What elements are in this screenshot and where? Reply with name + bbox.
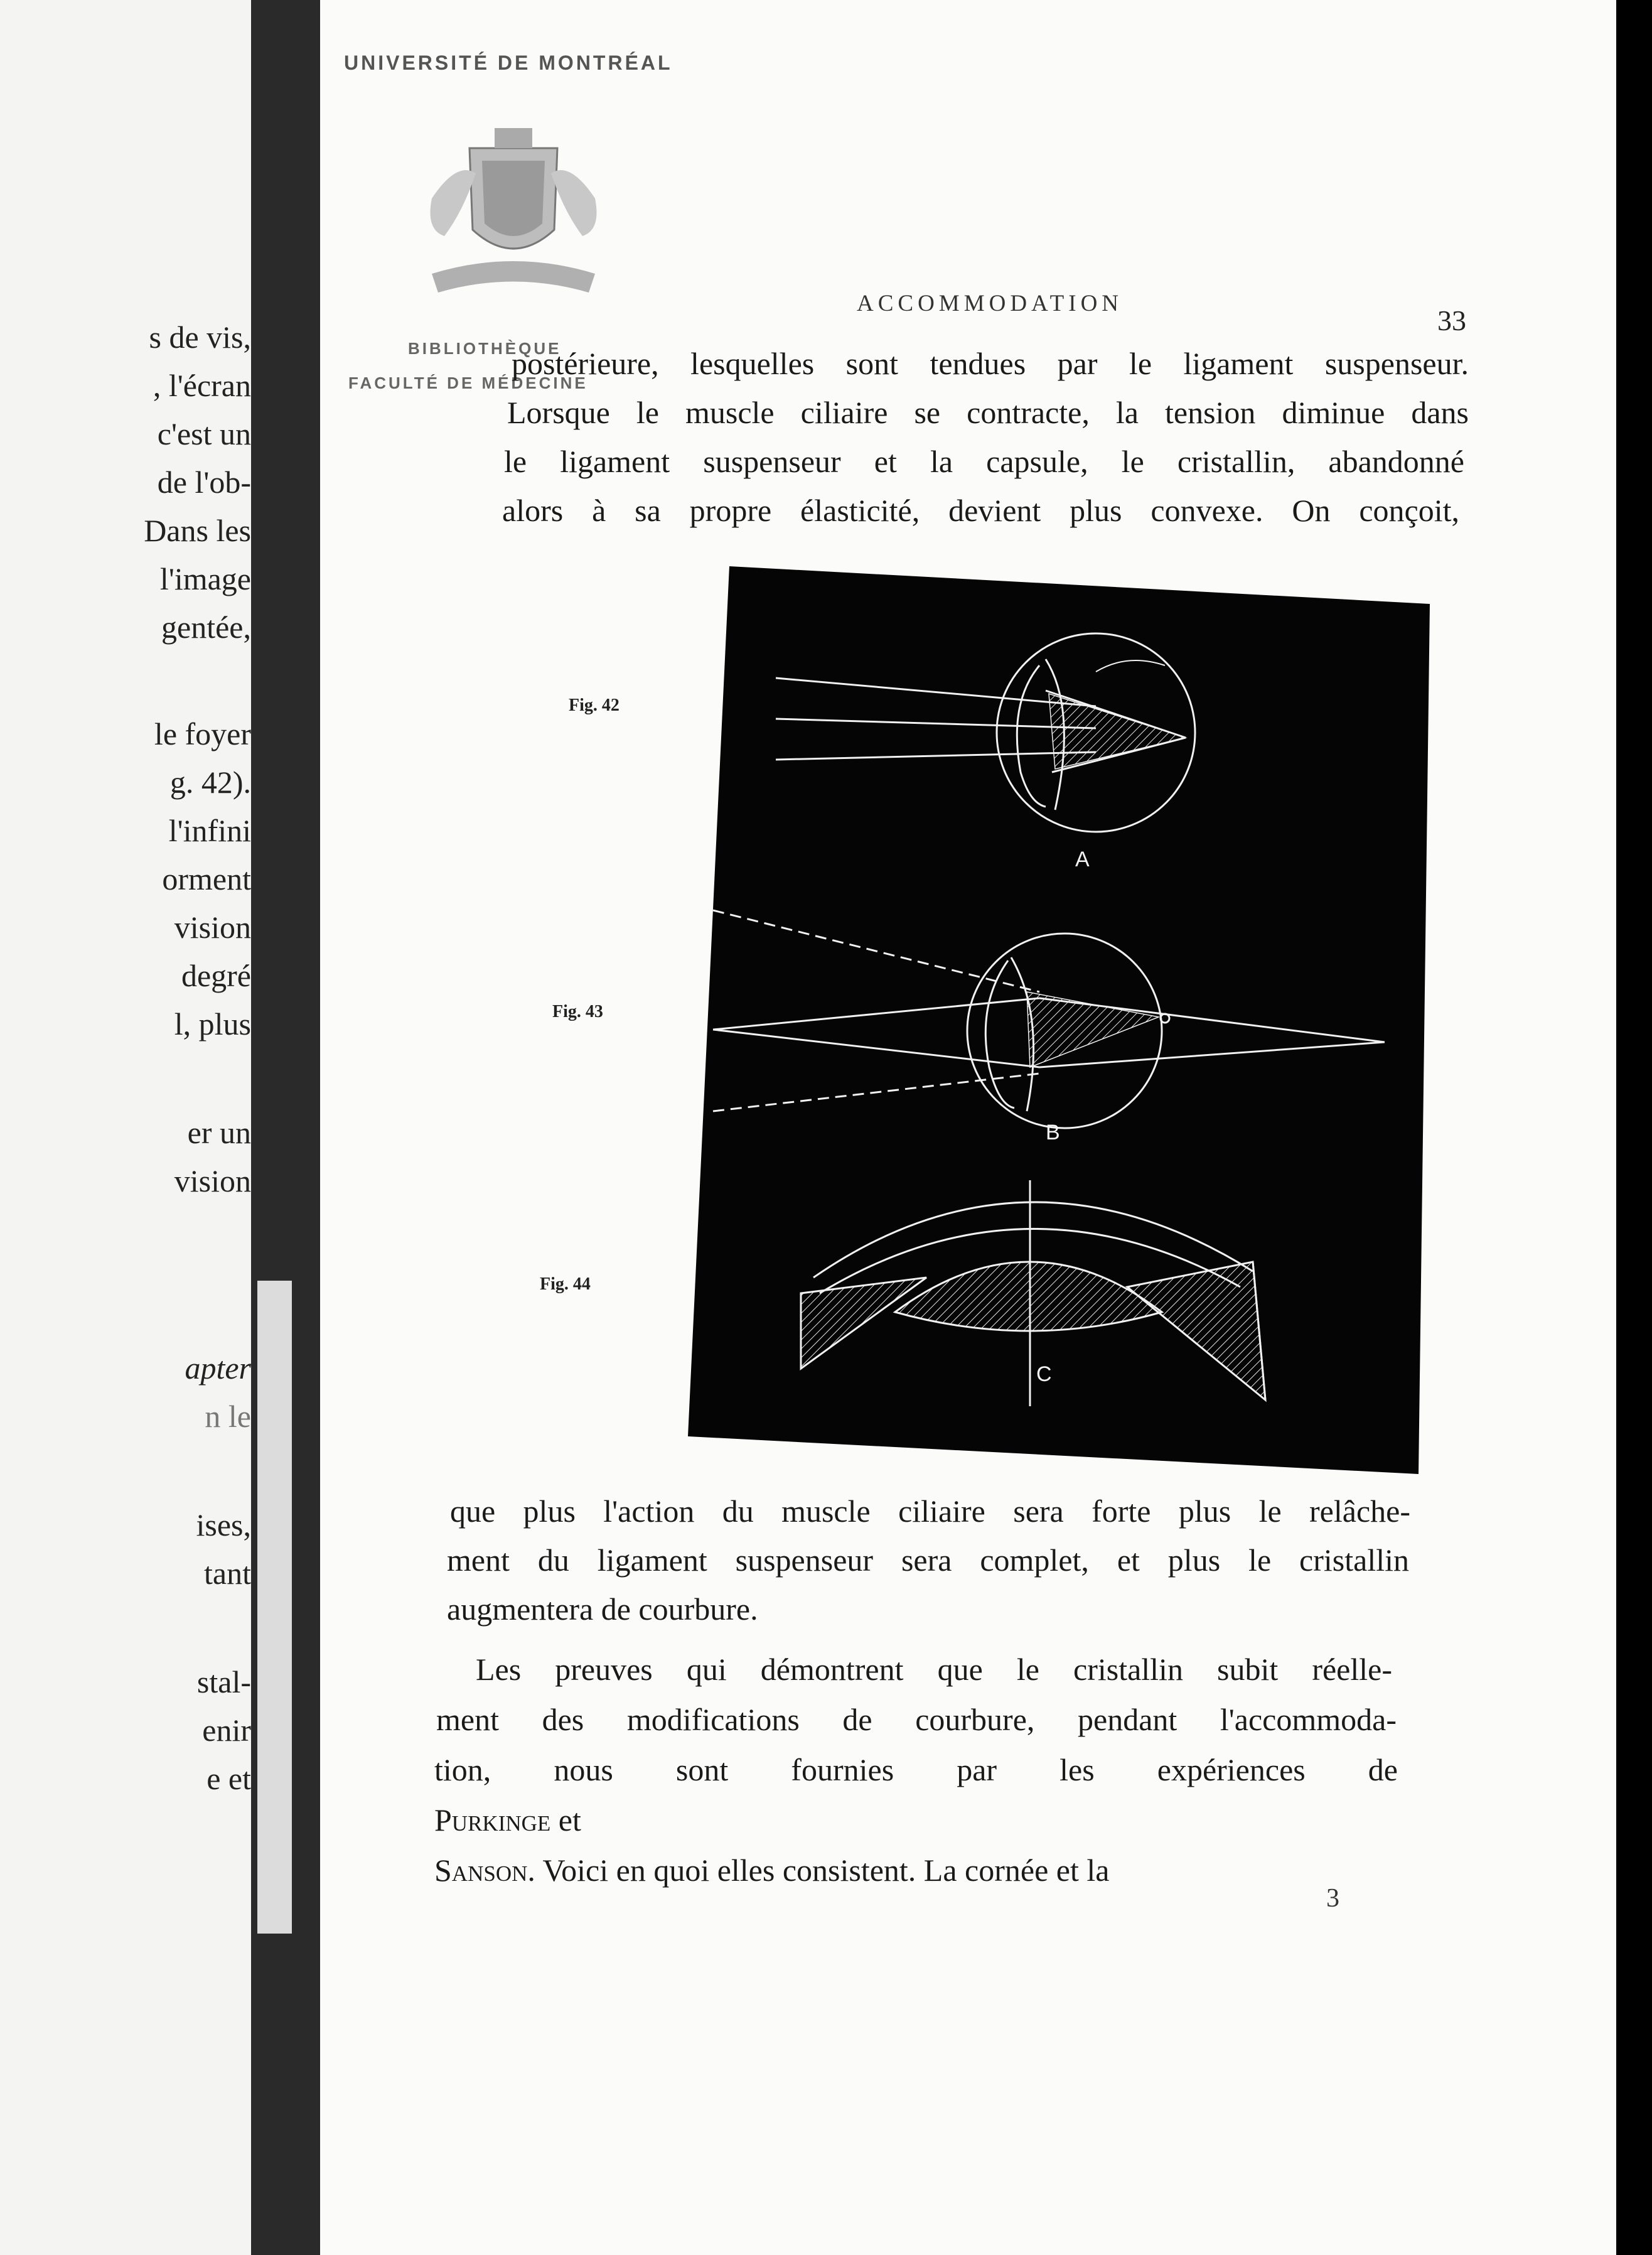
left-text-line: er un xyxy=(187,1115,251,1150)
left-text-line: g. 42). xyxy=(169,765,251,800)
spine-strip xyxy=(257,1281,292,1934)
left-text-line: l'image xyxy=(159,561,251,596)
university-seal xyxy=(394,123,633,305)
plate-letter-a: A xyxy=(1075,848,1090,871)
left-text-line: n le xyxy=(205,1399,251,1434)
text-line: alors à sa propre élasticité, devient plus convexe. On conçoit, xyxy=(502,493,1459,528)
left-text-line: , l'écran xyxy=(153,368,251,403)
left-text-line: le foyer xyxy=(154,716,251,751)
text-line-mixed xyxy=(434,1795,581,1844)
text-continuation: . Voici en quoi elles consistent. La cornée et la xyxy=(527,1853,1110,1888)
left-text-line: l, plus xyxy=(174,1006,251,1041)
text-line: Les preuves qui démontrent que le cristallin subit réelle- xyxy=(476,1652,1392,1687)
text-line: Lorsque le muscle ciliaire se contracte, la tension diminue dans xyxy=(507,395,1469,430)
text-line: augmentera de courbure. xyxy=(447,1591,758,1627)
left-text-line: enir xyxy=(202,1713,251,1748)
left-text-line: c'est un xyxy=(157,416,251,451)
library-stamp-line2: FACULTÉ DE MÉDECINE xyxy=(348,374,588,392)
author-sanson: Sanson xyxy=(434,1853,528,1888)
text-line: tion, nous sont fournies par les expériences de xyxy=(434,1752,1398,1787)
library-stamp-line1: BIBLIOTHÈQUE xyxy=(408,339,562,358)
text-line: le ligament suspenseur et la capsule, le cristallin, abandonné xyxy=(504,444,1464,479)
left-text-line: tant xyxy=(204,1556,251,1591)
text-line-mixed xyxy=(434,1846,1109,1895)
left-text-line: Dans les xyxy=(144,513,251,548)
left-text-line: s de vis, xyxy=(149,320,251,355)
left-text-line: vision xyxy=(174,910,251,945)
text-line: ment du ligament suspenseur sera complet, et plus le cristallin xyxy=(447,1542,1409,1578)
conjunction: et xyxy=(558,1802,581,1838)
left-text-line: e et xyxy=(206,1761,251,1796)
page-number: 33 xyxy=(1437,304,1466,336)
figure-label-44: Fig. 44 xyxy=(540,1274,591,1294)
left-page xyxy=(0,0,251,2255)
left-text-line: vision xyxy=(174,1163,251,1198)
plate-letter-c: C xyxy=(1036,1362,1052,1386)
author-purkinge: Purkinge xyxy=(434,1802,551,1838)
left-text-line: orment xyxy=(162,861,251,896)
left-text-line: apter xyxy=(185,1350,251,1386)
left-text-line: stal- xyxy=(196,1664,251,1699)
text-line: postérieure, lesquelles sont tendues par le ligament suspenseur. xyxy=(512,346,1469,381)
university-stamp: UNIVERSITÉ DE MONTRÉAL xyxy=(344,51,673,74)
text-line: que plus l'action du muscle ciliaire sera forte plus le relâche- xyxy=(450,1493,1410,1529)
plate-letter-b: B xyxy=(1046,1121,1060,1144)
signature-mark: 3 xyxy=(1326,1884,1339,1913)
running-title: ACCOMMODATION xyxy=(857,291,1124,316)
left-text-line: ises, xyxy=(196,1507,251,1542)
left-text-line: l'infini xyxy=(168,813,251,848)
figure-label-43: Fig. 43 xyxy=(552,1002,603,1021)
left-text-line: de l'ob- xyxy=(157,465,251,500)
text-line: ment des modifications de courbure, pendant l'accommoda- xyxy=(436,1702,1397,1737)
figure-plate xyxy=(688,565,1431,1475)
figure-label-42: Fig. 42 xyxy=(569,696,620,715)
left-text-line: gentée, xyxy=(161,610,251,645)
left-text-line: degré xyxy=(181,958,251,993)
